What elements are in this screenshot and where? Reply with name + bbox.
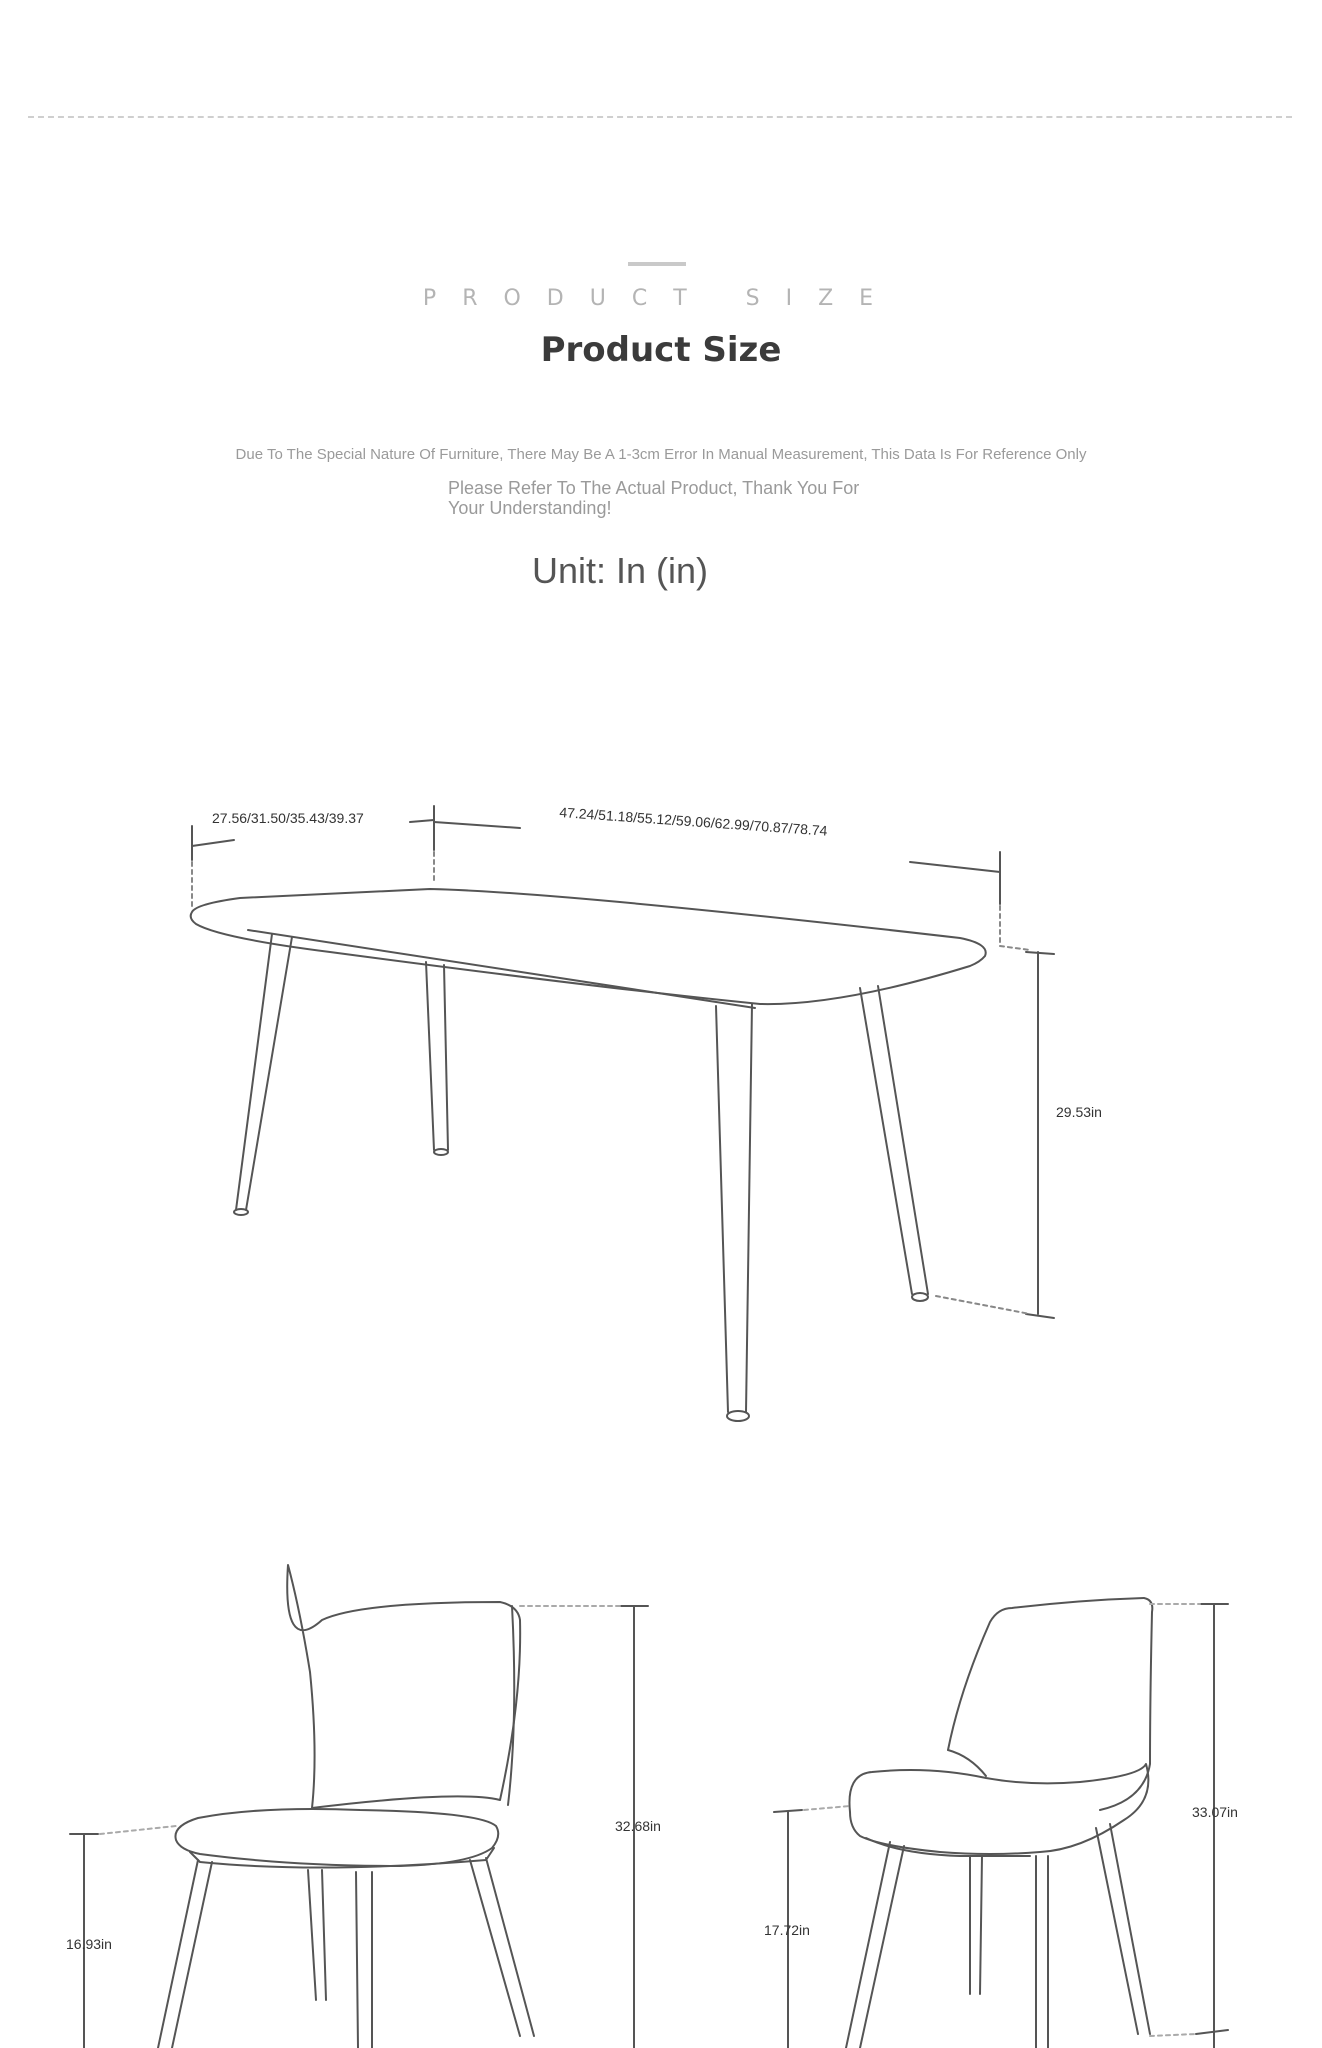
chair-a-dimension-lines [70,1606,648,2048]
section-eyebrow: PRODUCT SIZE [422,286,900,311]
chair-b-dimension-lines [774,1604,1228,2048]
table-length-label: 47.24/51.18/55.12/59.06/62.99/70.87/78.74 [558,804,828,839]
measurement-disclaimer: Due To The Special Nature Of Furniture, There May Be A 1-3cm Error In Manual Measurement, This Data Is For Reference Only [235,446,1087,463]
chair-b-total-height-label: 33.07in [1192,1804,1238,1820]
table-dimension-lines [192,806,1054,1318]
table-width-label: 27.56/31.50/35.43/39.37 [212,810,364,826]
table-drawing [191,889,986,1421]
chair-b-drawing [846,1598,1152,2048]
understanding-note: Please Refer To The Actual Product, Thank You For Your Understanding! [448,478,860,518]
chair-a-guides [100,1606,620,1834]
chair-a-total-height-label: 32.68in [615,1818,661,1834]
table-height-label: 29.53in [1056,1104,1102,1120]
section-title: Product Size [540,330,782,370]
chair-a-drawing [158,1565,534,2048]
unit-label: Unit: In (in) [531,550,709,591]
chair-b-seat-height-label: 17.72in [764,1922,810,1938]
chair-a-seat-height-label: 16.93in [66,1936,112,1952]
